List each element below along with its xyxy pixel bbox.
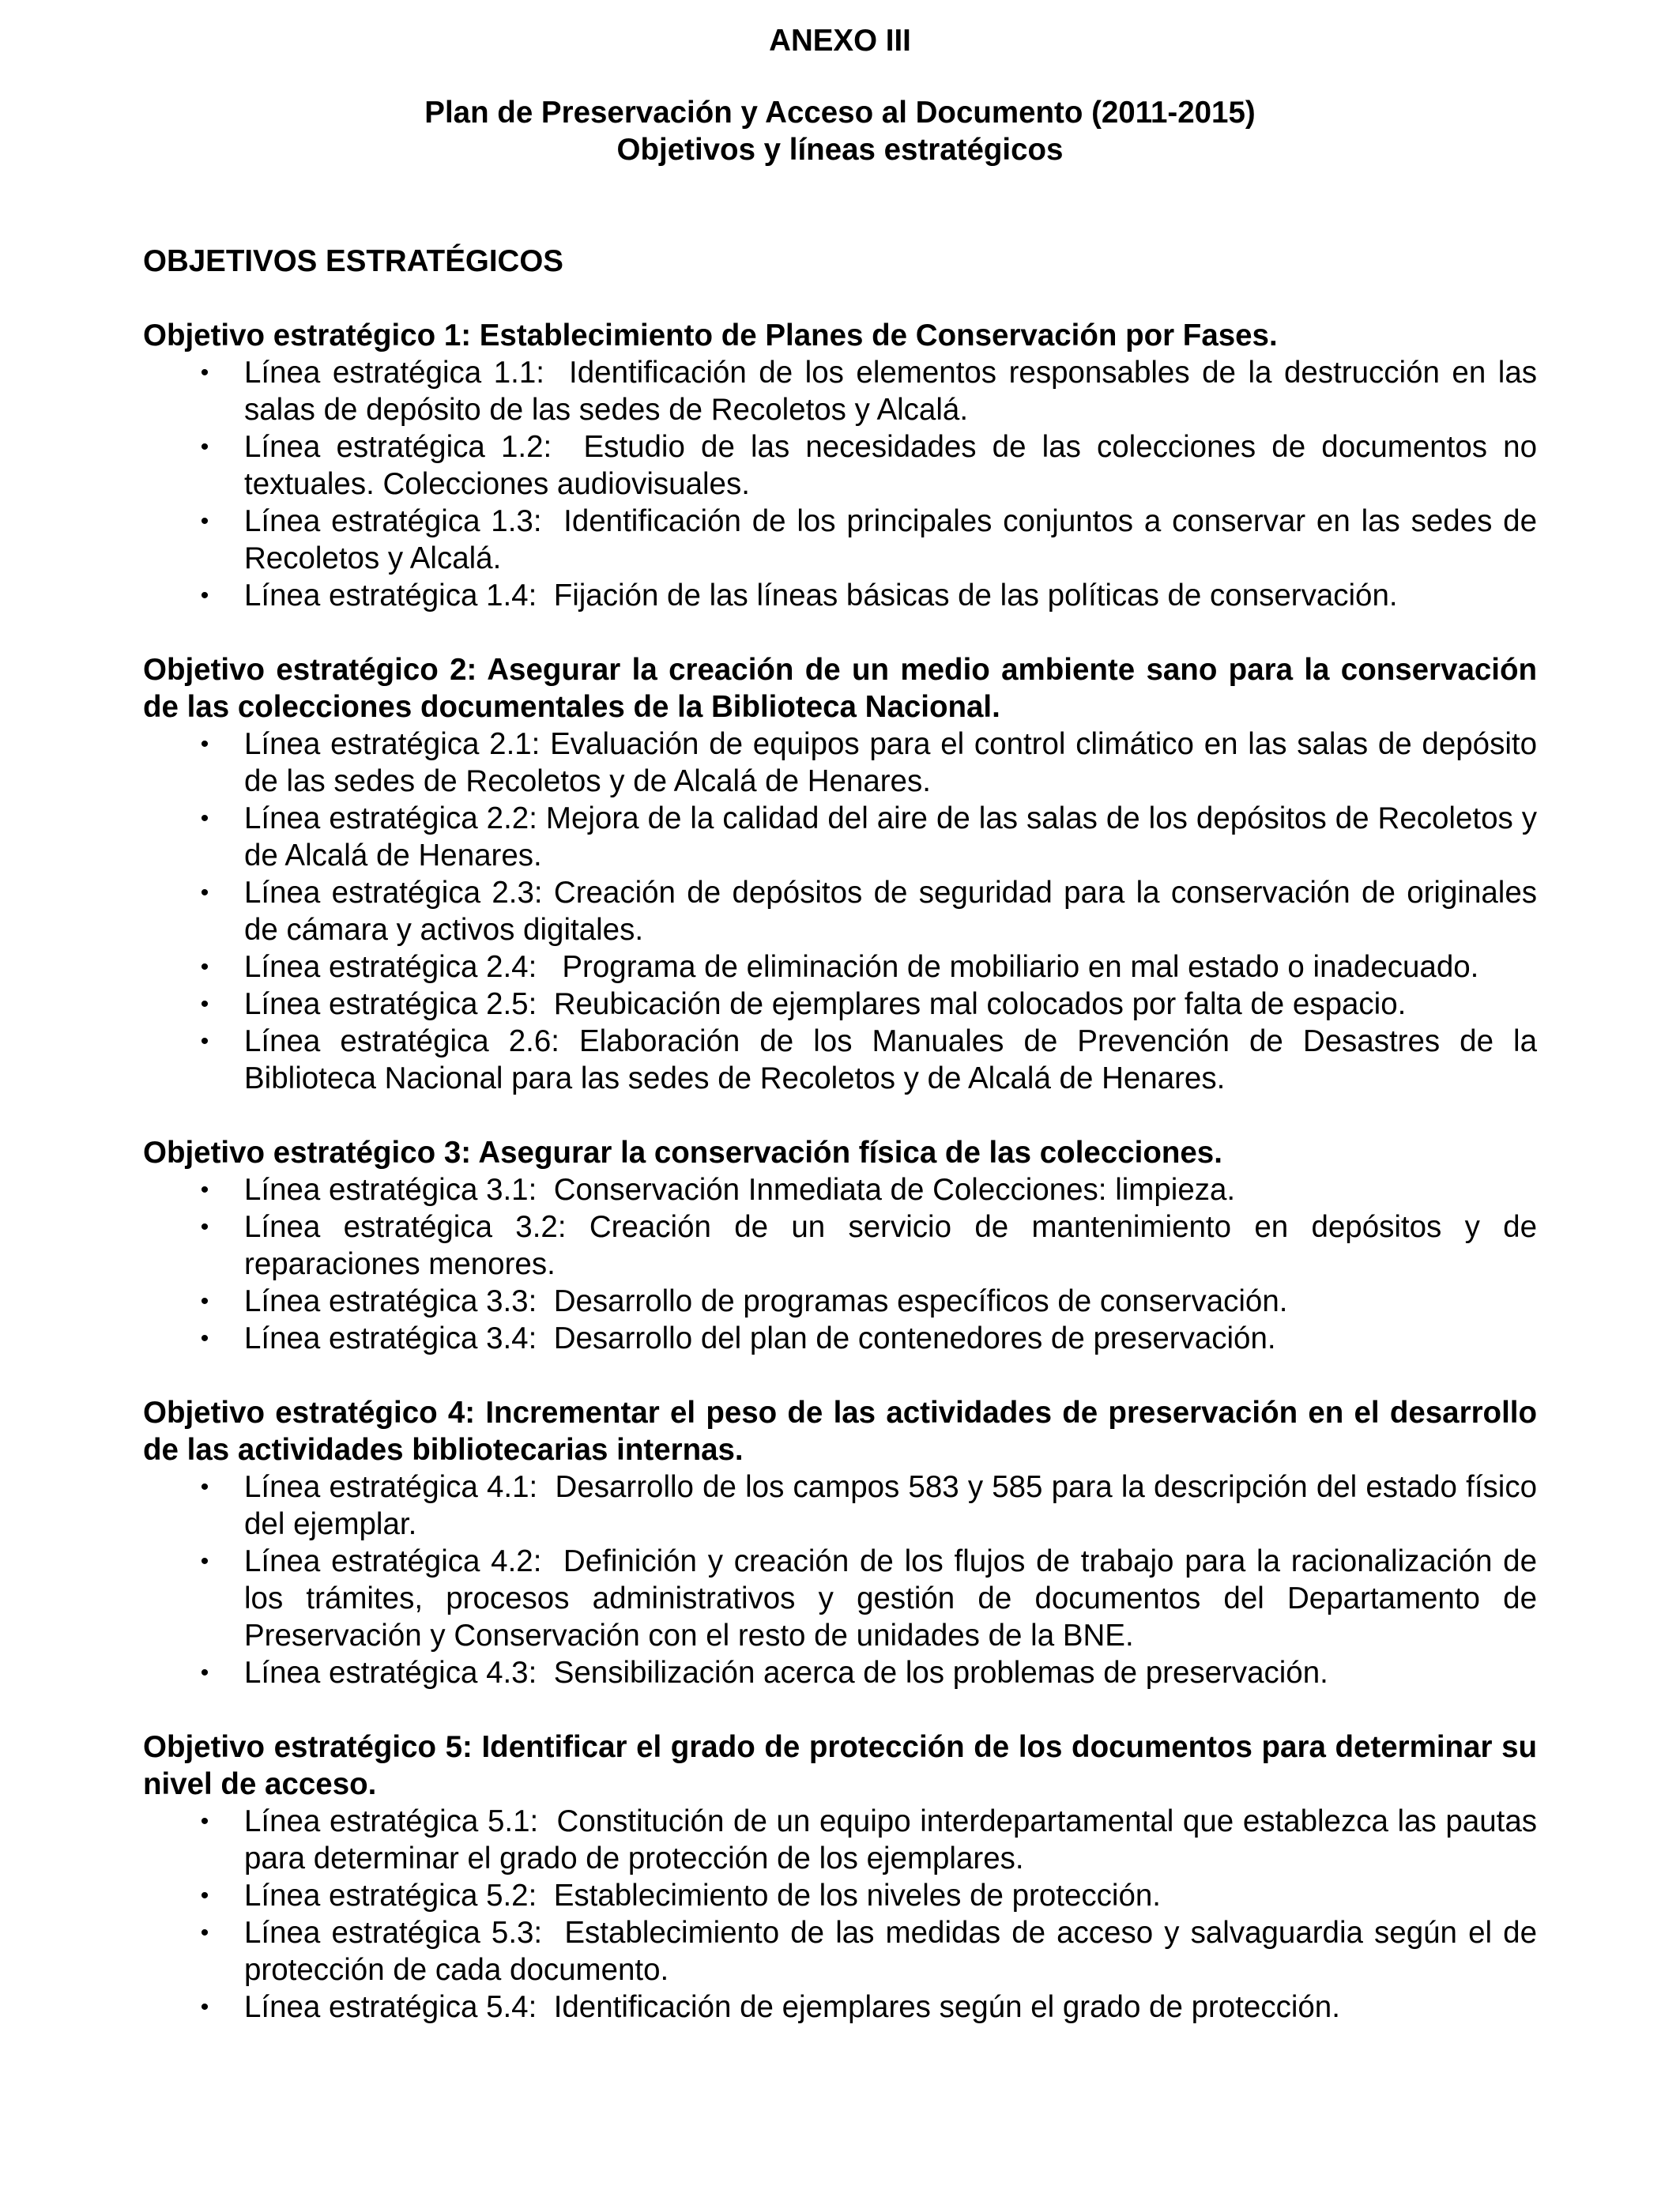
strategic-line-text: Conservación Inmediata de Colecciones: limpieza.	[553, 1173, 1236, 1207]
strategic-lines-list	[143, 1171, 1537, 1357]
objective-block	[143, 317, 1537, 614]
objective-block	[143, 1728, 1537, 2026]
bullet-icon: •	[200, 880, 209, 906]
strategic-line-text: Desarrollo de los campos 583 y 585 para la descripción del estado físico del ejemplar.	[244, 1470, 1537, 1541]
plan-subtitle: Objetivos y líneas estratégicos	[616, 133, 1064, 167]
strategic-line-label: Línea estratégica 2.2:	[244, 801, 546, 835]
strategic-line-item	[143, 1877, 1537, 1914]
strategic-line-text: Creación de depósitos de seguridad para la conservación de originales de cámara y activos digitales.	[244, 876, 1537, 947]
strategic-lines-list	[143, 1468, 1537, 1691]
strategic-line-label: Línea estratégica 2.1:	[244, 727, 551, 761]
strategic-line-item	[143, 1543, 1537, 1654]
strategic-line-label: Línea estratégica 2.4:	[244, 950, 563, 984]
strategic-line-text: Definición y creación de los flujos de trabajo para la racionalización de los trámites, procesos administrativos y gestión de documentos del Departamento de Preservación y Conservación con el resto de unidades de la BNE.	[244, 1544, 1537, 1653]
bullet-icon: •	[200, 954, 209, 980]
strategic-line-item	[143, 986, 1537, 1023]
strategic-line-item	[143, 1989, 1537, 2026]
strategic-line-text: Establecimiento de las medidas de acceso y salvaguardia según el de protección de cada documento.	[244, 1916, 1537, 1987]
strategic-line-text: Elaboración de los Manuales de Prevención de Desastres de la Biblioteca Nacional para las sedes de Recoletos y de Alcalá de Henares.	[244, 1024, 1537, 1095]
bullet-icon: •	[200, 1028, 209, 1054]
strategic-line-item	[143, 503, 1537, 577]
strategic-line-label: Línea estratégica 5.2:	[244, 1879, 554, 1913]
bullet-icon: •	[200, 1214, 209, 1240]
strategic-line-item	[143, 1914, 1537, 1989]
bullet-icon: •	[200, 991, 209, 1017]
strategic-line-label: Línea estratégica 4.3:	[244, 1656, 554, 1690]
strategic-line-item	[143, 1023, 1537, 1097]
objective-block	[143, 1394, 1537, 1691]
bullet-icon: •	[200, 1994, 209, 2020]
strategic-line-text: Mejora de la calidad del aire de las salas de los depósitos de Recoletos y de Alcalá de Henares.	[244, 801, 1537, 873]
bullet-icon: •	[200, 434, 209, 460]
strategic-line-label: Línea estratégica 1.4:	[244, 579, 554, 613]
strategic-line-label: Línea estratégica 2.5:	[244, 987, 554, 1021]
strategic-line-item	[143, 800, 1537, 874]
strategic-line-item	[143, 1803, 1537, 1877]
strategic-line-label: Línea estratégica 5.4:	[244, 1990, 554, 2024]
strategic-line-label: Línea estratégica 3.4:	[244, 1321, 554, 1355]
bullet-icon: •	[200, 508, 209, 534]
section-title: OBJETIVOS ESTRATÉGICOS	[143, 244, 563, 278]
strategic-line-item	[143, 1208, 1537, 1283]
strategic-line-item	[143, 577, 1537, 614]
objective-heading: Objetivo estratégico 1: Establecimiento de Planes de Conservación por Fases.	[143, 319, 1278, 352]
strategic-line-item	[143, 1468, 1537, 1543]
strategic-line-label: Línea estratégica 2.3:	[244, 876, 554, 910]
bullet-icon: •	[200, 1808, 209, 1834]
objective-heading: Objetivo estratégico 4: Incrementar el peso de las actividades de preservación en el desarrollo de las actividades bibliotecarias internas.	[143, 1396, 1537, 1467]
strategic-line-label: Línea estratégica 2.6:	[244, 1024, 579, 1058]
strategic-line-text: Desarrollo del plan de contenedores de preservación.	[553, 1321, 1276, 1355]
document-page	[143, 22, 1537, 2026]
strategic-line-text: Estudio de las necesidades de las colecciones de documentos no textuales. Colecciones audiovisuales.	[244, 430, 1537, 501]
strategic-line-item	[143, 428, 1537, 503]
strategic-line-text: Identificación de ejemplares según el grado de protección.	[553, 1990, 1340, 2024]
bullet-icon: •	[200, 805, 209, 831]
strategic-lines-list	[143, 1803, 1537, 2026]
strategic-line-text: Identificación de los elementos responsables de la destrucción en las salas de depósito de las sedes de Recoletos y Alcalá.	[244, 356, 1537, 427]
objective-heading: Objetivo estratégico 3: Asegurar la conservación física de las colecciones.	[143, 1136, 1222, 1170]
bullet-icon: •	[200, 1920, 209, 1946]
strategic-line-label: Línea estratégica 1.1:	[244, 356, 570, 390]
bullet-icon: •	[200, 1325, 209, 1351]
strategic-line-item	[143, 948, 1537, 986]
objective-heading: Objetivo estratégico 5: Identificar el grado de protección de los documentos para determinar su nivel de acceso.	[143, 1730, 1537, 1801]
strategic-line-text: Constitución de un equipo interdepartamental que establezca las pautas para determinar el grado de protección de los ejemplares.	[244, 1804, 1537, 1875]
strategic-line-label: Línea estratégica 5.3:	[244, 1916, 565, 1950]
strategic-line-text: Identificación de los principales conjuntos a conservar en las sedes de Recoletos y Alcalá.	[244, 504, 1537, 575]
strategic-line-label: Línea estratégica 4.1:	[244, 1470, 556, 1504]
strategic-line-text: Evaluación de equipos para el control climático en las salas de depósito de las sedes de Recoletos y de Alcalá de Henares.	[244, 727, 1537, 798]
strategic-line-text: Reubicación de ejemplares mal colocados por falta de espacio.	[553, 987, 1407, 1021]
strategic-line-item	[143, 1283, 1537, 1320]
strategic-line-label: Línea estratégica 1.3:	[244, 504, 564, 538]
bullet-icon: •	[200, 1474, 209, 1500]
strategic-line-text: Programa de eliminación de mobiliario en mal estado o inadecuado.	[562, 950, 1479, 984]
objective-block	[143, 1134, 1537, 1357]
bullet-icon: •	[200, 360, 209, 386]
strategic-line-label: Línea estratégica 3.2:	[244, 1210, 590, 1244]
strategic-line-label: Línea estratégica 1.2:	[244, 430, 584, 464]
strategic-lines-list	[143, 354, 1537, 614]
bullet-icon: •	[200, 1288, 209, 1314]
objective-block	[143, 651, 1537, 1097]
bullet-icon: •	[200, 1177, 209, 1203]
strategic-line-item	[143, 1171, 1537, 1208]
strategic-line-label: Línea estratégica 3.3:	[244, 1284, 554, 1318]
bullet-icon: •	[200, 582, 209, 609]
plan-title: Plan de Preservación y Acceso al Documento (2011-2015)	[424, 96, 1256, 130]
bullet-icon: •	[200, 1883, 209, 1909]
strategic-line-text: Desarrollo de programas específicos de conservación.	[553, 1284, 1288, 1318]
strategic-line-label: Línea estratégica 3.1:	[244, 1173, 554, 1207]
strategic-line-item	[143, 874, 1537, 948]
strategic-line-text: Sensibilización acerca de los problemas de preservación.	[553, 1656, 1328, 1690]
strategic-line-text: Establecimiento de los niveles de protección.	[553, 1879, 1161, 1913]
strategic-line-label: Línea estratégica 4.2:	[244, 1544, 563, 1578]
strategic-line-text: Fijación de las líneas básicas de las políticas de conservación.	[553, 579, 1398, 613]
strategic-line-item	[143, 354, 1537, 428]
strategic-lines-list	[143, 726, 1537, 1097]
bullet-icon: •	[200, 1548, 209, 1574]
objectives-list	[143, 317, 1537, 2026]
bullet-icon: •	[200, 731, 209, 757]
strategic-line-item	[143, 1320, 1537, 1357]
objective-heading: Objetivo estratégico 2: Asegurar la creación de un medio ambiente sano para la conservación de las colecciones documentales de la Biblioteca Nacional.	[143, 653, 1537, 724]
strategic-line-item	[143, 1654, 1537, 1691]
bullet-icon: •	[200, 1660, 209, 1686]
strategic-line-item	[143, 726, 1537, 800]
strategic-line-text: Creación de un servicio de mantenimiento en depósitos y de reparaciones menores.	[244, 1210, 1537, 1281]
strategic-line-label: Línea estratégica 5.1:	[244, 1804, 557, 1838]
annex-title: ANEXO III	[769, 24, 911, 58]
